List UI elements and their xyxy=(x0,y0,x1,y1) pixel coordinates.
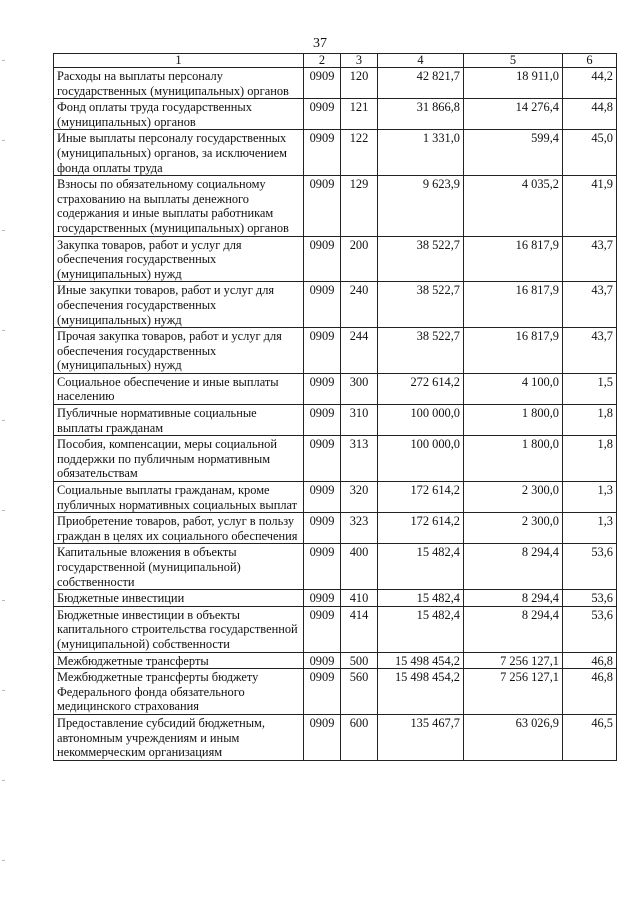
expense-type-code-cell: 410 xyxy=(341,590,378,607)
actual-amount-cell: 16 817,9 xyxy=(464,328,563,374)
column-header: 5 xyxy=(464,54,563,68)
table-row xyxy=(54,373,617,404)
planned-amount-cell: 15 498 454,2 xyxy=(378,652,464,669)
planned-amount-cell: 15 482,4 xyxy=(378,544,464,590)
planned-amount-cell: 38 522,7 xyxy=(378,282,464,328)
expense-type-code-cell: 200 xyxy=(341,236,378,282)
planned-amount-cell: 15 482,4 xyxy=(378,590,464,607)
actual-amount-cell: 63 026,9 xyxy=(464,714,563,760)
planned-amount-cell: 38 522,7 xyxy=(378,236,464,282)
table-row xyxy=(54,328,617,374)
expense-type-code-cell: 120 xyxy=(341,68,378,99)
expense-type-code-cell: 310 xyxy=(341,405,378,436)
section-code-cell: 0909 xyxy=(304,236,341,282)
expense-type-code-cell: 240 xyxy=(341,282,378,328)
section-code-cell: 0909 xyxy=(304,176,341,236)
expense-type-code-cell: 121 xyxy=(341,99,378,130)
percent-cell: 44,8 xyxy=(563,99,617,130)
percent-cell: 53,6 xyxy=(563,590,617,607)
actual-amount-cell: 599,4 xyxy=(464,130,563,176)
percent-cell: 41,9 xyxy=(563,176,617,236)
section-code-cell: 0909 xyxy=(304,669,341,715)
percent-cell: 44,2 xyxy=(563,68,617,99)
table-row xyxy=(54,544,617,590)
actual-amount-cell: 18 911,0 xyxy=(464,68,563,99)
actual-amount-cell: 1 800,0 xyxy=(464,405,563,436)
expense-name-cell: Фонд оплаты труда государственных (муниципальных) органов xyxy=(54,99,304,130)
expense-type-code-cell: 323 xyxy=(341,513,378,544)
planned-amount-cell: 100 000,0 xyxy=(378,405,464,436)
table-row xyxy=(54,513,617,544)
percent-cell: 43,7 xyxy=(563,328,617,374)
planned-amount-cell: 9 623,9 xyxy=(378,176,464,236)
section-code-cell: 0909 xyxy=(304,482,341,513)
expense-name-cell: Расходы на выплаты персоналу государственных (муниципальных) органов xyxy=(54,68,304,99)
actual-amount-cell: 8 294,4 xyxy=(464,590,563,607)
planned-amount-cell: 172 614,2 xyxy=(378,482,464,513)
expense-type-code-cell: 414 xyxy=(341,606,378,652)
planned-amount-cell: 272 614,2 xyxy=(378,373,464,404)
percent-cell: 46,8 xyxy=(563,652,617,669)
expense-name-cell: Публичные нормативные социальные выплаты гражданам xyxy=(54,405,304,436)
expense-name-cell: Иные выплаты персоналу государственных (муниципальных) органов, за исключением фонда оплаты труда xyxy=(54,130,304,176)
table-row xyxy=(54,176,617,236)
actual-amount-cell: 4 100,0 xyxy=(464,373,563,404)
percent-cell: 53,6 xyxy=(563,544,617,590)
actual-amount-cell: 16 817,9 xyxy=(464,236,563,282)
actual-amount-cell: 2 300,0 xyxy=(464,513,563,544)
section-code-cell: 0909 xyxy=(304,130,341,176)
percent-cell: 45,0 xyxy=(563,130,617,176)
column-header: 3 xyxy=(341,54,378,68)
table-header xyxy=(54,54,617,68)
section-code-cell: 0909 xyxy=(304,513,341,544)
planned-amount-cell: 38 522,7 xyxy=(378,328,464,374)
section-code-cell: 0909 xyxy=(304,373,341,404)
expense-type-code-cell: 560 xyxy=(341,669,378,715)
table-row xyxy=(54,590,617,607)
planned-amount-cell: 135 467,7 xyxy=(378,714,464,760)
percent-cell: 46,8 xyxy=(563,669,617,715)
percent-cell: 43,7 xyxy=(563,236,617,282)
percent-cell: 1,8 xyxy=(563,436,617,482)
percent-cell: 1,8 xyxy=(563,405,617,436)
actual-amount-cell: 2 300,0 xyxy=(464,482,563,513)
expense-type-code-cell: 244 xyxy=(341,328,378,374)
expense-name-cell: Пособия, компенсации, меры социальной поддержки по публичным нормативным обязательствам xyxy=(54,436,304,482)
planned-amount-cell: 100 000,0 xyxy=(378,436,464,482)
table-row xyxy=(54,482,617,513)
expense-name-cell: Иные закупки товаров, работ и услуг для обеспечения государственных (муниципальных) нужд xyxy=(54,282,304,328)
column-header: 6 xyxy=(563,54,617,68)
column-header: 1 xyxy=(54,54,304,68)
table-row xyxy=(54,282,617,328)
percent-cell: 53,6 xyxy=(563,606,617,652)
expense-name-cell: Предоставление субсидий бюджетным, автономным учреждениям и иным некоммерческим организациям xyxy=(54,714,304,760)
expense-name-cell: Социальное обеспечение и иные выплаты населению xyxy=(54,373,304,404)
table-row xyxy=(54,652,617,669)
section-code-cell: 0909 xyxy=(304,328,341,374)
table-row xyxy=(54,436,617,482)
table-body xyxy=(54,68,617,761)
section-code-cell: 0909 xyxy=(304,282,341,328)
actual-amount-cell: 7 256 127,1 xyxy=(464,652,563,669)
actual-amount-cell: 8 294,4 xyxy=(464,606,563,652)
expense-name-cell: Бюджетные инвестиции в объекты капитального строительства государственной (муниципальной) собственности xyxy=(54,606,304,652)
expense-type-code-cell: 122 xyxy=(341,130,378,176)
table-row xyxy=(54,606,617,652)
column-header: 4 xyxy=(378,54,464,68)
section-code-cell: 0909 xyxy=(304,544,341,590)
table-row xyxy=(54,405,617,436)
table-row xyxy=(54,99,617,130)
section-code-cell: 0909 xyxy=(304,606,341,652)
section-code-cell: 0909 xyxy=(304,68,341,99)
expense-name-cell: Межбюджетные трансферты xyxy=(54,652,304,669)
planned-amount-cell: 15 498 454,2 xyxy=(378,669,464,715)
actual-amount-cell: 14 276,4 xyxy=(464,99,563,130)
header-row xyxy=(54,54,617,68)
expense-name-cell: Бюджетные инвестиции xyxy=(54,590,304,607)
actual-amount-cell: 16 817,9 xyxy=(464,282,563,328)
table-row xyxy=(54,130,617,176)
expense-type-code-cell: 313 xyxy=(341,436,378,482)
expense-type-code-cell: 400 xyxy=(341,544,378,590)
actual-amount-cell: 8 294,4 xyxy=(464,544,563,590)
expense-name-cell: Межбюджетные трансферты бюджету Федерального фонда обязательного медицинского страхования xyxy=(54,669,304,715)
expense-name-cell: Капитальные вложения в объекты государственной (муниципальной) собственности xyxy=(54,544,304,590)
section-code-cell: 0909 xyxy=(304,436,341,482)
table-row xyxy=(54,714,617,760)
expense-name-cell: Взносы по обязательному социальному страхованию на выплаты денежного содержания и иные выплаты работникам государственных (муниципальных) органов xyxy=(54,176,304,236)
section-code-cell: 0909 xyxy=(304,405,341,436)
planned-amount-cell: 42 821,7 xyxy=(378,68,464,99)
table-row xyxy=(54,236,617,282)
planned-amount-cell: 172 614,2 xyxy=(378,513,464,544)
page-number: 37 xyxy=(313,36,327,51)
percent-cell: 1,5 xyxy=(563,373,617,404)
expense-name-cell: Прочая закупка товаров, работ и услуг для обеспечения государственных (муниципальных) нужд xyxy=(54,328,304,374)
budget-table xyxy=(53,53,617,761)
expense-type-code-cell: 300 xyxy=(341,373,378,404)
expense-type-code-cell: 500 xyxy=(341,652,378,669)
percent-cell: 1,3 xyxy=(563,513,617,544)
percent-cell: 1,3 xyxy=(563,482,617,513)
section-code-cell: 0909 xyxy=(304,714,341,760)
column-header: 2 xyxy=(304,54,341,68)
percent-cell: 46,5 xyxy=(563,714,617,760)
table-row xyxy=(54,669,617,715)
expense-name-cell: Социальные выплаты гражданам, кроме публичных нормативных социальных выплат xyxy=(54,482,304,513)
expense-type-code-cell: 320 xyxy=(341,482,378,513)
actual-amount-cell: 1 800,0 xyxy=(464,436,563,482)
expense-name-cell: Приобретение товаров, работ, услуг в пользу граждан в целях их социального обеспечения xyxy=(54,513,304,544)
planned-amount-cell: 31 866,8 xyxy=(378,99,464,130)
section-code-cell: 0909 xyxy=(304,652,341,669)
planned-amount-cell: 1 331,0 xyxy=(378,130,464,176)
actual-amount-cell: 4 035,2 xyxy=(464,176,563,236)
percent-cell: 43,7 xyxy=(563,282,617,328)
planned-amount-cell: 15 482,4 xyxy=(378,606,464,652)
binding-margin-marks xyxy=(0,0,10,905)
actual-amount-cell: 7 256 127,1 xyxy=(464,669,563,715)
section-code-cell: 0909 xyxy=(304,99,341,130)
section-code-cell: 0909 xyxy=(304,590,341,607)
table-row xyxy=(54,68,617,99)
expense-name-cell: Закупка товаров, работ и услуг для обеспечения государственных (муниципальных) нужд xyxy=(54,236,304,282)
expense-type-code-cell: 600 xyxy=(341,714,378,760)
expense-type-code-cell: 129 xyxy=(341,176,378,236)
